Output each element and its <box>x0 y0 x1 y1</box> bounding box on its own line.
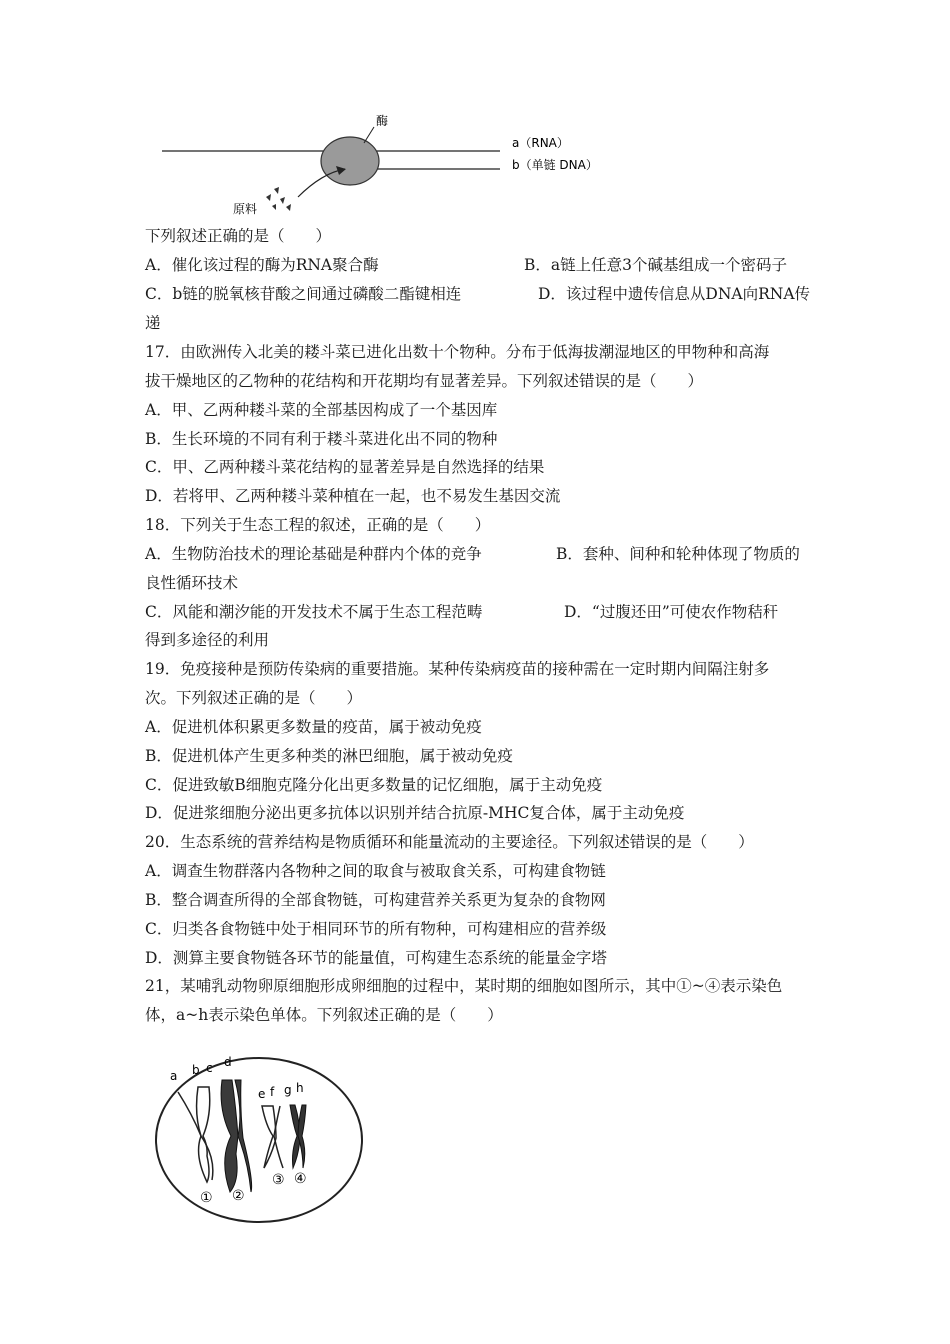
q18-option-d: D．“过腹还田”可使农作物秸秆 <box>564 603 779 621</box>
label-b: b <box>192 1063 200 1077</box>
label-e: e <box>258 1087 266 1101</box>
label-a: a <box>170 1069 178 1083</box>
q21-stem-2: 体，a~h表示染色单体。下列叙述正确的是（ ） <box>145 1006 503 1024</box>
label-h: h <box>296 1081 304 1095</box>
label-c: c <box>206 1061 213 1075</box>
q17-stem-1: 17．由欧洲传入北美的耧斗菜已进化出数十个物种。分布于低海拔潮湿地区的甲物种和高海 <box>145 343 770 361</box>
q18-option-d-cont: 得到多途径的利用 <box>145 631 270 649</box>
q19-stem-1: 19．免疫接种是预防传染病的重要措施。某种传染病疫苗的接种需在一定时期内间隔注射多 <box>145 660 770 678</box>
q18-option-a: A．生物防治技术的理论基础是种群内个体的竞争 <box>145 545 482 563</box>
q16-option-d: D．该过程中遗传信息从DNA向RNA传 <box>538 285 811 303</box>
q18-option-c: C．风能和潮汐能的开发技术不属于生态工程范畴 <box>145 603 483 621</box>
q20-stem: 20．生态系统的营养结构是物质循环和能量流动的主要途径。下列叙述错误的是（ ） <box>145 833 754 851</box>
q17-option-b: B．生长环境的不同有利于耧斗菜进化出不同的物种 <box>145 430 498 448</box>
q16-stem: 下列叙述正确的是（ ） <box>145 227 332 245</box>
q19-stem-2: 次。下列叙述正确的是（ ） <box>145 689 363 707</box>
q20-option-d: D．测算主要食物链各环节的能量值，可构建生态系统的能量金字塔 <box>145 949 607 967</box>
q17-stem-2: 拔干燥地区的乙物种的花结构和开花期均有显著差异。下列叙述错误的是（ ） <box>145 372 704 390</box>
q17-option-c: C．甲、乙两种耧斗菜花结构的显著差异是自然选择的结果 <box>145 458 545 476</box>
dna-label: b（单链 DNA） <box>512 158 598 172</box>
q18-option-b-cont: 良性循环技术 <box>145 574 239 592</box>
number-2: ② <box>232 1188 245 1204</box>
q21-stem-1: 21，某哺乳动物卵原细胞形成卵细胞的过程中，某时期的细胞如图所示，其中①~④表示染色 <box>145 977 783 995</box>
raw-material-label: 原料 <box>233 202 258 216</box>
chromosome-2 <box>221 1080 238 1192</box>
q19-option-a: A．促进机体积累更多数量的疫苗，属于被动免疫 <box>145 718 482 736</box>
enzyme-shape <box>321 137 379 185</box>
q18-stem: 18．下列关于生态工程的叙述，正确的是（ ） <box>145 516 491 534</box>
label-f: f <box>270 1085 275 1099</box>
cell-membrane <box>156 1058 362 1222</box>
label-d: d <box>224 1055 232 1069</box>
q16-option-c: C．b链的脱氧核苷酸之间通过磷酸二酯键相连 <box>145 285 462 303</box>
q19-option-b: B．促进机体产生更多种类的淋巴细胞，属于被动免疫 <box>145 747 513 765</box>
number-1: ① <box>200 1190 213 1206</box>
q16-option-a: A．催化该过程的酶为RNA聚合酶 <box>145 256 379 274</box>
q17-option-d: D．若将甲、乙两种耧斗菜种植在一起，也不易发生基因交流 <box>145 487 561 505</box>
q20-option-a: A．调查生物群落内各物种之间的取食与被取食关系，可构建食物链 <box>145 862 606 880</box>
q17-option-a: A．甲、乙两种耧斗菜的全部基因构成了一个基因库 <box>145 401 498 419</box>
chromosome-1 <box>197 1087 210 1182</box>
enzyme-label: 酶 <box>376 114 389 128</box>
cell-chromosome-diagram <box>140 1050 380 1230</box>
transcription-diagram <box>150 105 630 220</box>
label-g: g <box>284 1083 292 1097</box>
q19-option-c: C．促进致敏B细胞克隆分化出更多数量的记忆细胞，属于主动免疫 <box>145 776 603 794</box>
q20-option-b: B．整合调查所得的全部食物链，可构建营养关系更为复杂的食物网 <box>145 891 606 909</box>
number-4: ④ <box>294 1171 307 1187</box>
rna-label: a（RNA） <box>512 136 569 150</box>
q20-option-c: C．归类各食物链中处于相同环节的所有物种，可构建相应的营养级 <box>145 920 607 938</box>
number-3: ③ <box>272 1172 285 1188</box>
q16-option-b: B．a链上任意3个碱基组成一个密码子 <box>524 256 787 274</box>
q19-option-d: D．促进浆细胞分泌出更多抗体以识别并结合抗原-MHC复合体，属于主动免疫 <box>145 804 685 822</box>
q16-option-d-cont: 递 <box>145 314 161 332</box>
q18-option-b: B．套种、间种和轮种体现了物质的 <box>556 545 800 563</box>
